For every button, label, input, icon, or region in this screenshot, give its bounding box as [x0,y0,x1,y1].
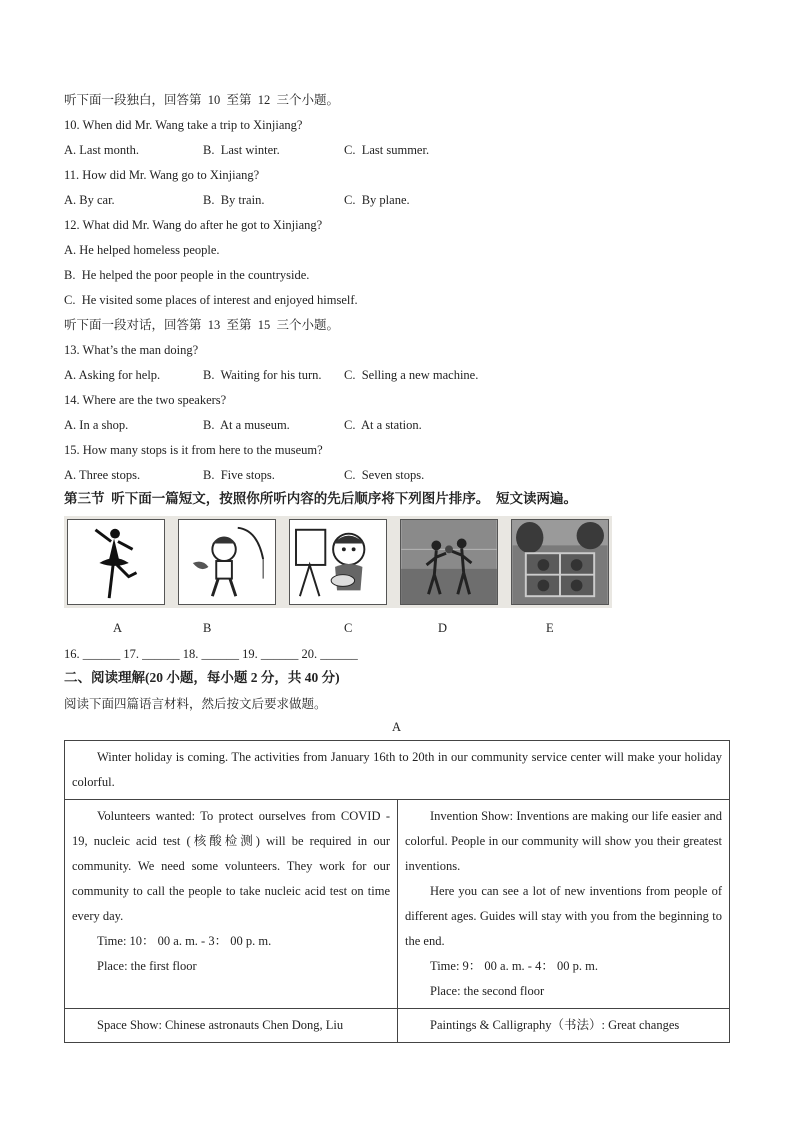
option-15a: A. Three stops. [64,468,141,482]
question-13: 13. What’s the man doing? [64,343,199,357]
volunteers-time: Time: 10： 00 a. m. - 3： 00 p. m. [97,934,272,948]
picture-label-e: E [546,621,554,635]
table-intro-cell [65,741,730,800]
question-12: 12. What did Mr. Wang do after he got to Xinjiang? [64,218,323,232]
volunteers-text: Volunteers wanted: To protect ourselves from COVID - 19, nucleic acid test (核酸检测) will be required in our community. We need some volunteers. They work for our community to call the people to take nucleic acid test on time every day. [72,809,390,923]
volunteers-place: Place: the first floor [97,959,197,973]
space-show-text: Space Show: Chinese astronauts Chen Dong, Liu [97,1018,344,1032]
invention-text-2: Here you can see a lot of new inventions from people of different ages. Guides will stay with you from the beginning to the end. [405,884,722,948]
invention-text-1: Invention Show: Inventions are making our life easier and colorful. People in our community will show you their greatest inventions. [405,809,722,873]
option-14c: C. At a station. [344,418,422,432]
option-15c: C. Seven stops. [344,468,425,482]
monologue-instruction: 听下面一段独白，回答第 10 至第 12 三个小题。 [64,93,340,107]
table-intro: Winter holiday is coming. The activities from January 16th to 20th in our community service center will make your holiday colorful. [72,750,722,789]
painting-boy-icon [289,519,387,605]
option-13b: B. Waiting for his turn. [203,368,322,382]
picture-label-b: B [203,621,212,635]
question-15: 15. How many stops is it from here to the museum? [64,443,323,457]
section3-title: 第三节 听下面一篇短文，按照你所听内容的先后顺序将下列图片排序。 短文读两遍。 [64,491,577,506]
basketball-players-icon [400,519,498,605]
answer-blanks: 16. ______ 17. ______ 18. ______ 19. ______ 20. ______ [64,647,358,661]
option-11c: C. By plane. [344,193,410,207]
option-13c: C. Selling a new machine. [344,368,479,382]
space-show-cell [65,1009,398,1043]
question-10: 10. When did Mr. Wang take a trip to Xinjiang? [64,118,303,132]
option-12a: A. He helped homeless people. [64,243,220,257]
paintings-text: Paintings & Calligraphy（书法）: Great changes [430,1018,680,1032]
option-10a: A. Last month. [64,143,139,157]
part2-title: 二、阅读理解(20 小题，每小题 2 分，共 40 分) [64,670,340,685]
option-15b: B. Five stops. [203,468,275,482]
invention-place: Place: the second floor [430,984,545,998]
option-12c: C. He visited some places of interest and enjoyed himself. [64,293,358,307]
invention-time: Time: 9： 00 a. m. - 4： 00 p. m. [430,959,598,973]
option-11b: B. By train. [203,193,265,207]
invention-cell [398,800,730,1009]
question-14: 14. Where are the two speakers? [64,393,227,407]
option-10c: C. Last summer. [344,143,430,157]
option-10b: B. Last winter. [203,143,280,157]
garden-icon [511,519,609,605]
activities-table [64,740,730,1043]
picture-label-d: D [438,621,448,635]
picture-label-c: C [344,621,353,635]
part2-instruction: 阅读下面四篇语言材料，然后按文后要求做题。 [64,697,327,711]
volunteers-cell [65,800,398,1009]
option-11a: A. By car. [64,193,115,207]
picture-label-a: A [113,621,123,635]
ballet-dancer-icon [67,519,165,605]
question-11: 11. How did Mr. Wang go to Xinjiang? [64,168,260,182]
picture-strip [64,516,612,608]
passage-label: A [392,720,402,734]
fishing-boy-icon [178,519,276,605]
option-13a: A. Asking for help. [64,368,161,382]
option-12b: B. He helped the poor people in the countryside. [64,268,310,282]
option-14b: B. At a museum. [203,418,290,432]
option-14a: A. In a shop. [64,418,129,432]
paintings-cell [398,1009,730,1043]
dialogue-instruction: 听下面一段对话，回答第 13 至第 15 三个小题。 [64,318,340,332]
